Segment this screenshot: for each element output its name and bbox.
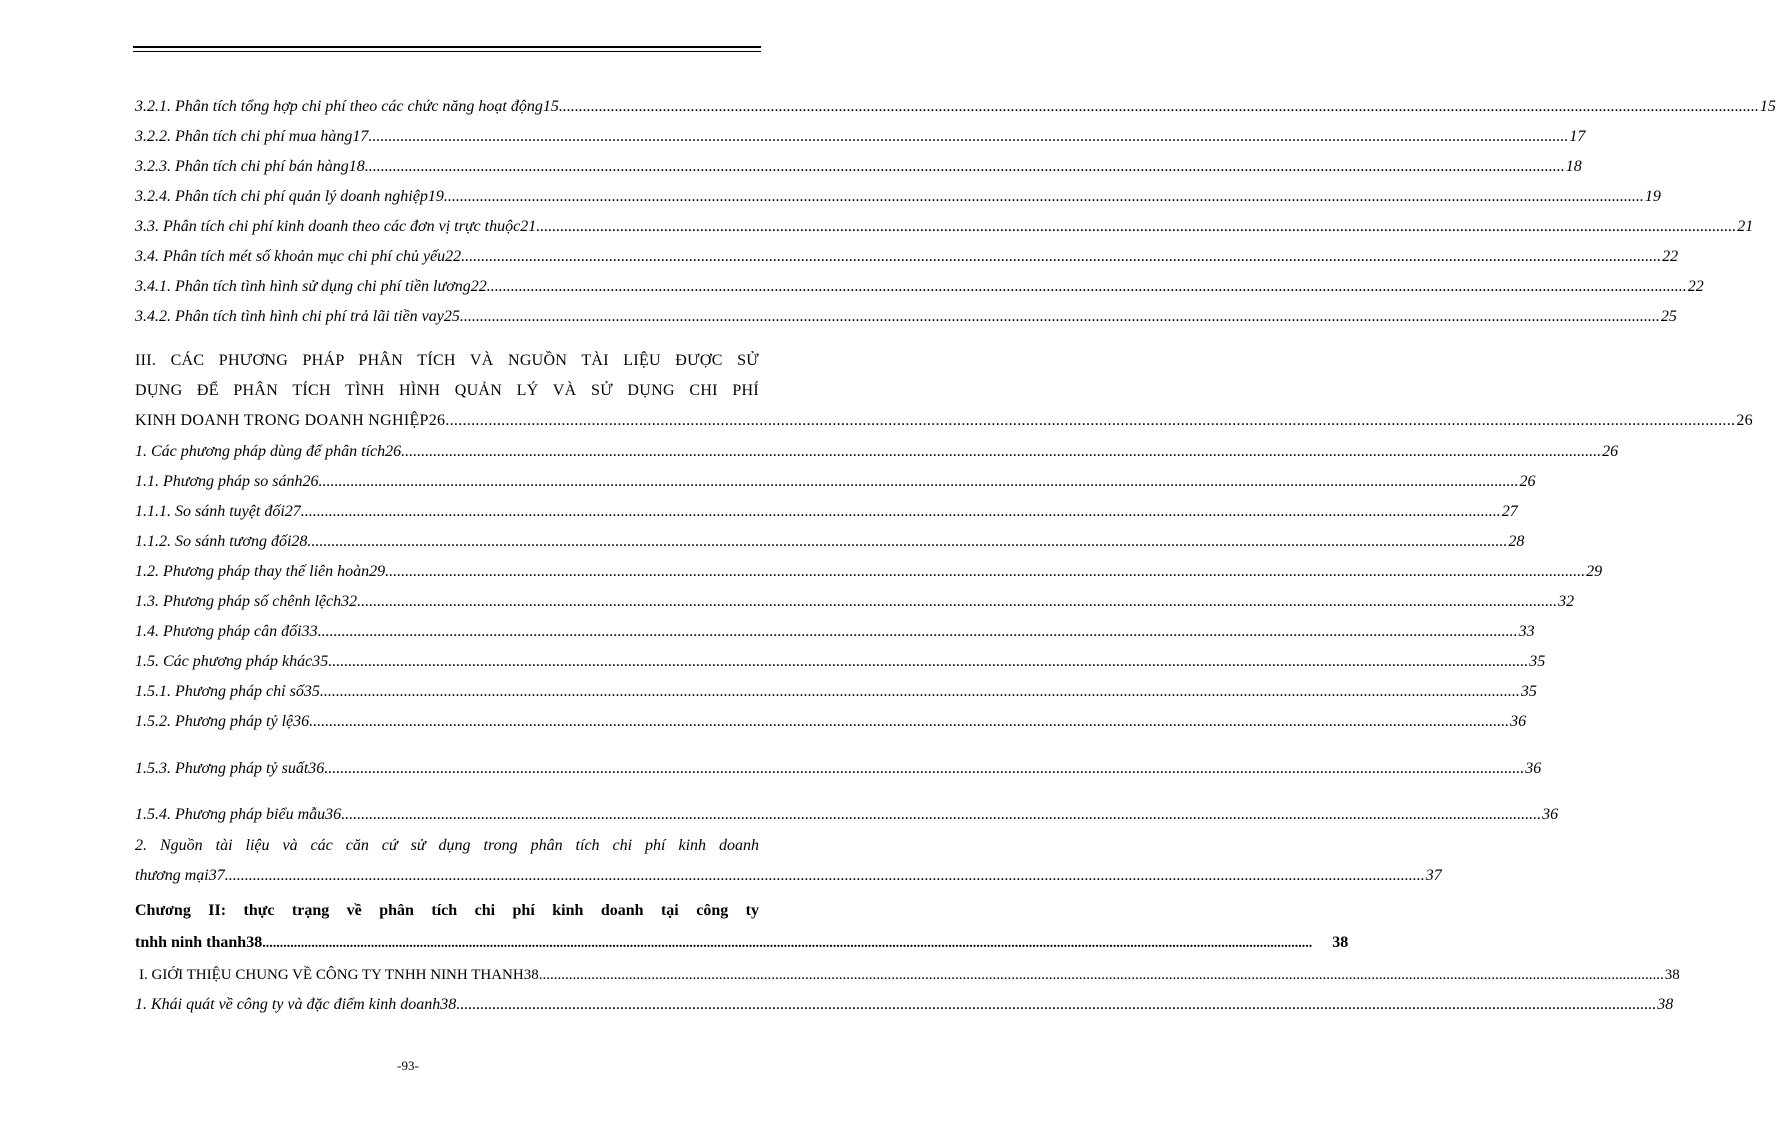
toc-leader: ............................................................................................................................................................................................................................................................................................................ xyxy=(319,683,1520,700)
toc-entry-page: 36 xyxy=(1510,713,1527,730)
toc-entry-page: 32 xyxy=(1558,593,1575,610)
toc-leader: ............................................................................................................................................................................................................................................................................................................ xyxy=(459,308,1660,325)
toc-entry-page: 27 xyxy=(1501,503,1518,520)
toc-entry-page: 26 xyxy=(1519,473,1536,490)
toc-entry-title: 1.4. Phương pháp cân đối33 xyxy=(135,623,318,640)
toc-entry-title: 1. Các phương pháp dùng để phân tích26 xyxy=(135,443,402,460)
toc-entry-page: 36 xyxy=(1525,760,1542,777)
toc-entry-title: tnhh ninh thanh38 xyxy=(135,934,263,951)
toc-chapter-line1: Chương II: thực trạng về phân tích chi phí kinh doanh tại công ty xyxy=(135,902,759,919)
toc-sources[interactable] xyxy=(135,864,1442,888)
toc-leader: ............................................................................................................................................................................................................................................................................................................ xyxy=(341,806,1542,823)
toc-entry-title: 1.1.2. So sánh tương đối28 xyxy=(135,533,308,550)
toc-entry-title: I. GIỚI THIỆU CHUNG VỀ CÔNG TY TNHH NINH THANH38 xyxy=(139,967,539,983)
toc-entry-page: 19 xyxy=(1644,188,1661,205)
toc-entry[interactable] xyxy=(135,155,1582,179)
toc-entry-page: 25 xyxy=(1660,308,1677,325)
toc-entry[interactable] xyxy=(135,275,1704,299)
header-rule-thin xyxy=(133,51,761,52)
toc-entry-page: 26 xyxy=(1736,412,1753,429)
toc-entry-page: 38 xyxy=(1332,934,1349,951)
toc-leader: ............................................................................................................................................................................................................................................................................................................ xyxy=(328,653,1529,670)
toc-entry[interactable] xyxy=(135,560,1603,584)
toc-leader: ............................................................................................................................................................................................................................................................................................................ xyxy=(538,967,1664,983)
toc-entry-title: 3.2.1. Phân tích tổng hợp chi phí theo các chức năng hoạt động15 xyxy=(135,98,559,115)
toc-leader: ............................................................................................................................................................................................................................................................................................................ xyxy=(368,128,1569,145)
toc-entry[interactable] xyxy=(135,803,1559,827)
toc-leader: ............................................................................................................................................................................................................................................................................................................ xyxy=(536,218,1737,235)
header-rule-thick xyxy=(133,46,761,48)
toc-entry-title: 1.5.3. Phương pháp tỷ suất36 xyxy=(135,760,325,777)
toc-chapter[interactable] xyxy=(135,928,1349,958)
toc-entry-page: 15 xyxy=(1759,98,1776,115)
toc-entry-page: 38 xyxy=(1657,996,1674,1013)
toc-entry-title: 3.4.1. Phân tích tình hình sử dụng chi phí tiền lương22 xyxy=(135,278,487,295)
toc-leader: ............................................................................................................................................................................................................................................................................................................ xyxy=(324,760,1525,777)
toc-entry-page: 36 xyxy=(1542,806,1559,823)
toc-entry-page: 26 xyxy=(1602,443,1619,460)
toc-entry-title: 3.3. Phân tích chi phí kinh doanh theo các đơn vị trực thuộc21 xyxy=(135,218,537,235)
toc-leader: ............................................................................................................................................................................................................................................................................................................ xyxy=(558,98,1759,115)
toc-leader: ............................................................................................................................................................................................................................................................................................................ xyxy=(443,188,1644,205)
toc-entry-page: 22 xyxy=(1662,248,1679,265)
toc-entry-page: 35 xyxy=(1520,683,1537,700)
toc-entry[interactable] xyxy=(135,440,1619,464)
toc-entry-title: 3.2.4. Phân tích chi phí quản lý doanh nghiệp19 xyxy=(135,188,444,205)
toc-leader: ............................................................................................................................................................................................................................................................................................................ xyxy=(307,533,1508,550)
toc-leader: ............................................................................................................................................................................................................................................................................................................ xyxy=(318,473,1519,490)
toc-entry[interactable] xyxy=(135,500,1518,524)
toc-entry-page: 28 xyxy=(1508,533,1525,550)
toc-leader: ............................................................................................................................................................................................................................................................................................................ xyxy=(224,867,1425,884)
toc-entry-page: 35 xyxy=(1529,653,1546,670)
toc-leader: ............................................................................................................................................................................................................................................................................................................ xyxy=(262,936,1313,951)
toc-entry[interactable] xyxy=(135,590,1575,614)
toc-entry-title: KINH DOANH TRONG DOANH NGHIỆP26 xyxy=(135,412,446,429)
toc-leader: ............................................................................................................................................................................................................................................................................................................ xyxy=(445,412,1736,429)
toc-leader: ............................................................................................................................................................................................................................................................................................................ xyxy=(385,563,1586,580)
toc-entry-page: 29 xyxy=(1586,563,1603,580)
toc-entry[interactable] xyxy=(135,305,1677,329)
toc-entry-title: 1. Khái quát về công ty và đặc điểm kinh doanh38 xyxy=(135,996,457,1013)
toc-entry-page: 33 xyxy=(1518,623,1535,640)
toc-leader: ............................................................................................................................................................................................................................................................................................................ xyxy=(461,248,1662,265)
toc-entry-title: 1.5.2. Phương pháp tỷ lệ36 xyxy=(135,713,310,730)
toc-entry-page: 18 xyxy=(1565,158,1582,175)
toc-entry-title: 1.3. Phương pháp số chênh lệch32 xyxy=(135,593,358,610)
toc-leader: ............................................................................................................................................................................................................................................................................................................ xyxy=(364,158,1565,175)
toc-entry-page: 22 xyxy=(1687,278,1704,295)
toc-entry[interactable] xyxy=(135,245,1679,269)
toc-entry[interactable] xyxy=(135,125,1586,149)
toc-entry-title: 3.2.3. Phân tích chi phí bán hàng18 xyxy=(135,158,365,175)
toc-entry[interactable] xyxy=(135,650,1546,674)
toc-section-iii-line1: III. CÁC PHƯƠNG PHÁP PHÂN TÍCH VÀ NGUỒN TÀI LIỆU ĐƯỢC SỬ xyxy=(135,352,759,369)
toc-entry-title: 1.5.4. Phương pháp biểu mẫu36 xyxy=(135,806,342,823)
toc-entry-title: 1.2. Phương pháp thay thế liên hoàn29 xyxy=(135,563,386,580)
toc-entry[interactable] xyxy=(135,95,1776,119)
toc-entry-title: 3.2.2. Phân tích chi phí mua hàng17 xyxy=(135,128,369,145)
toc-sources-line1: 2. Nguồn tài liệu và các căn cứ sử dụng trong phân tích chi phí kinh doanh xyxy=(135,837,759,854)
toc-entry[interactable] xyxy=(135,215,1754,239)
toc-entry-page: 37 xyxy=(1425,867,1442,884)
toc-entry[interactable] xyxy=(135,620,1535,644)
toc-leader: ............................................................................................................................................................................................................................................................................................................ xyxy=(300,503,1501,520)
toc-entry-title: 1.1. Phương pháp so sánh26 xyxy=(135,473,319,490)
toc-section-i[interactable] xyxy=(135,963,1680,987)
toc-entry-title: thương mại37 xyxy=(135,867,225,884)
toc-entry[interactable] xyxy=(135,757,1542,781)
toc-entry-page: 38 xyxy=(1664,967,1680,983)
toc-leader: ............................................................................................................................................................................................................................................................................................................ xyxy=(309,713,1510,730)
toc-entry-title: 1.5.1. Phương pháp chỉ số35 xyxy=(135,683,320,700)
toc-leader: ............................................................................................................................................................................................................................................................................................................ xyxy=(486,278,1687,295)
toc-section-iii[interactable] xyxy=(135,409,1753,433)
toc-leader: ............................................................................................................................................................................................................................................................................................................ xyxy=(357,593,1558,610)
toc-entry[interactable] xyxy=(135,185,1661,209)
toc-entry[interactable] xyxy=(135,993,1674,1017)
toc-entry-title: 3.4.2. Phân tích tình hình chi phí trả lãi tiền vay25 xyxy=(135,308,460,325)
toc-entry-page: 21 xyxy=(1737,218,1754,235)
toc-entry-title: 1.1.1. So sánh tuyệt đối27 xyxy=(135,503,301,520)
toc-entry[interactable] xyxy=(135,710,1527,734)
toc-entry[interactable] xyxy=(135,680,1537,704)
toc-leader: ............................................................................................................................................................................................................................................................................................................ xyxy=(401,443,1602,460)
toc-entry[interactable] xyxy=(135,470,1536,494)
toc-leader: ............................................................................................................................................................................................................................................................................................................ xyxy=(317,623,1518,640)
page-number: -93- xyxy=(397,1058,419,1073)
toc-entry-title: 1.5. Các phương pháp khác35 xyxy=(135,653,329,670)
toc-leader: ............................................................................................................................................................................................................................................................................................................ xyxy=(456,996,1657,1013)
toc-entry-page: 17 xyxy=(1569,128,1586,145)
toc-entry[interactable] xyxy=(135,530,1525,554)
toc-entry-title: 3.4. Phân tích mét số khoản mục chi phí chủ yếu22 xyxy=(135,248,462,265)
toc-section-iii-line2: DỤNG ĐỂ PHÂN TÍCH TÌNH HÌNH QUẢN LÝ VÀ SỬ DỤNG CHI PHÍ xyxy=(135,382,759,399)
